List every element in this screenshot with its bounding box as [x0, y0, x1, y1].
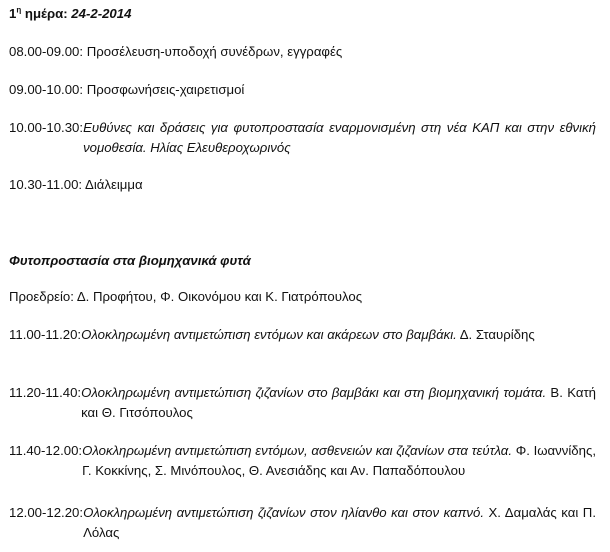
schedule-time: 11.20-11.40:: [9, 385, 82, 400]
schedule-time: 11.00-11.20:: [9, 327, 82, 342]
schedule-item: [9, 441, 596, 480]
talk-authors: Φ. Ιωαννίδης, Γ. Κοκκίνης, Σ. Μινόπουλος, Θ. Ανεσιάδης και Αν. Παπαδόπουλου: [82, 443, 596, 478]
schedule-description: [81, 325, 596, 345]
section-chairs: Προεδρείο: Δ. Προφήτου, Φ. Οικονόμου και Κ. Γιατρόπουλος: [9, 289, 363, 304]
schedule-item: [9, 80, 596, 100]
schedule-time: 09.00-10.00:: [9, 82, 87, 97]
schedule-item: [9, 383, 596, 422]
schedule-description: Ευθύνες και δράσεις για φυτοπροστασία εναρμονισμένη στη νέα ΚΑΠ και στην εθνική νομοθεσία. Ηλίας Ελευθεροχωρινός: [83, 120, 596, 155]
talk-title: Ολοκληρωμένη αντιμετώπιση εντόμων, ασθενειών και ζιζανίων στα τεύτλα.: [82, 443, 512, 458]
schedule-description: [83, 503, 596, 542]
schedule-description: Διάλειμμα: [85, 177, 143, 192]
talk-authors: Δ. Σταυρίδης: [456, 327, 535, 342]
talk-authors: Χ. Δαμαλάς και Π. Λόλας: [83, 505, 596, 540]
schedule-description: [81, 383, 596, 422]
talk-title: Ολοκληρωμένη αντιμετώπιση ζιζανίων στο βαμβάκι και στη βιομηχανική τομάτα.: [81, 385, 547, 400]
schedule-item: [9, 42, 596, 62]
schedule-description: Προσφωνήσεις-χαιρετισμοί: [86, 82, 245, 97]
day-word: ημέρα:: [21, 6, 72, 21]
day-number: 1: [9, 6, 17, 21]
talk-authors: Β. Κατή και Θ. Γιτσόπουλος: [81, 385, 596, 420]
schedule-time: 12.00-12.20:: [9, 505, 84, 520]
schedule-item: [9, 175, 596, 195]
schedule-item: [9, 503, 596, 542]
day-date: 24-2-2014: [71, 6, 132, 21]
schedule-time: 10.30-11.00:: [9, 177, 86, 192]
section-title: Φυτοπροστασία στα βιομηχανικά φυτά: [9, 253, 251, 268]
schedule-item: [9, 118, 596, 157]
schedule-description: [82, 441, 596, 480]
schedule-time: 11.40-12.00:: [9, 443, 83, 458]
talk-title: Ολοκληρωμένη αντιμετώπιση ζιζανίων στον ηλίανθο και στον καπνό.: [83, 505, 484, 520]
schedule-time: 08.00-09.00:: [9, 44, 87, 59]
day-ordinal-suffix: η: [16, 5, 22, 15]
schedule-item: [9, 325, 596, 345]
day-heading: [9, 6, 131, 21]
talk-title: Ολοκληρωμένη αντιμετώπιση εντόμων και ακάρεων στο βαμβάκι.: [81, 327, 457, 342]
schedule-description: Προσέλευση-υποδοχή συνέδρων, εγγραφές: [86, 44, 343, 59]
schedule-time: 10.00-10.30:: [9, 120, 84, 135]
